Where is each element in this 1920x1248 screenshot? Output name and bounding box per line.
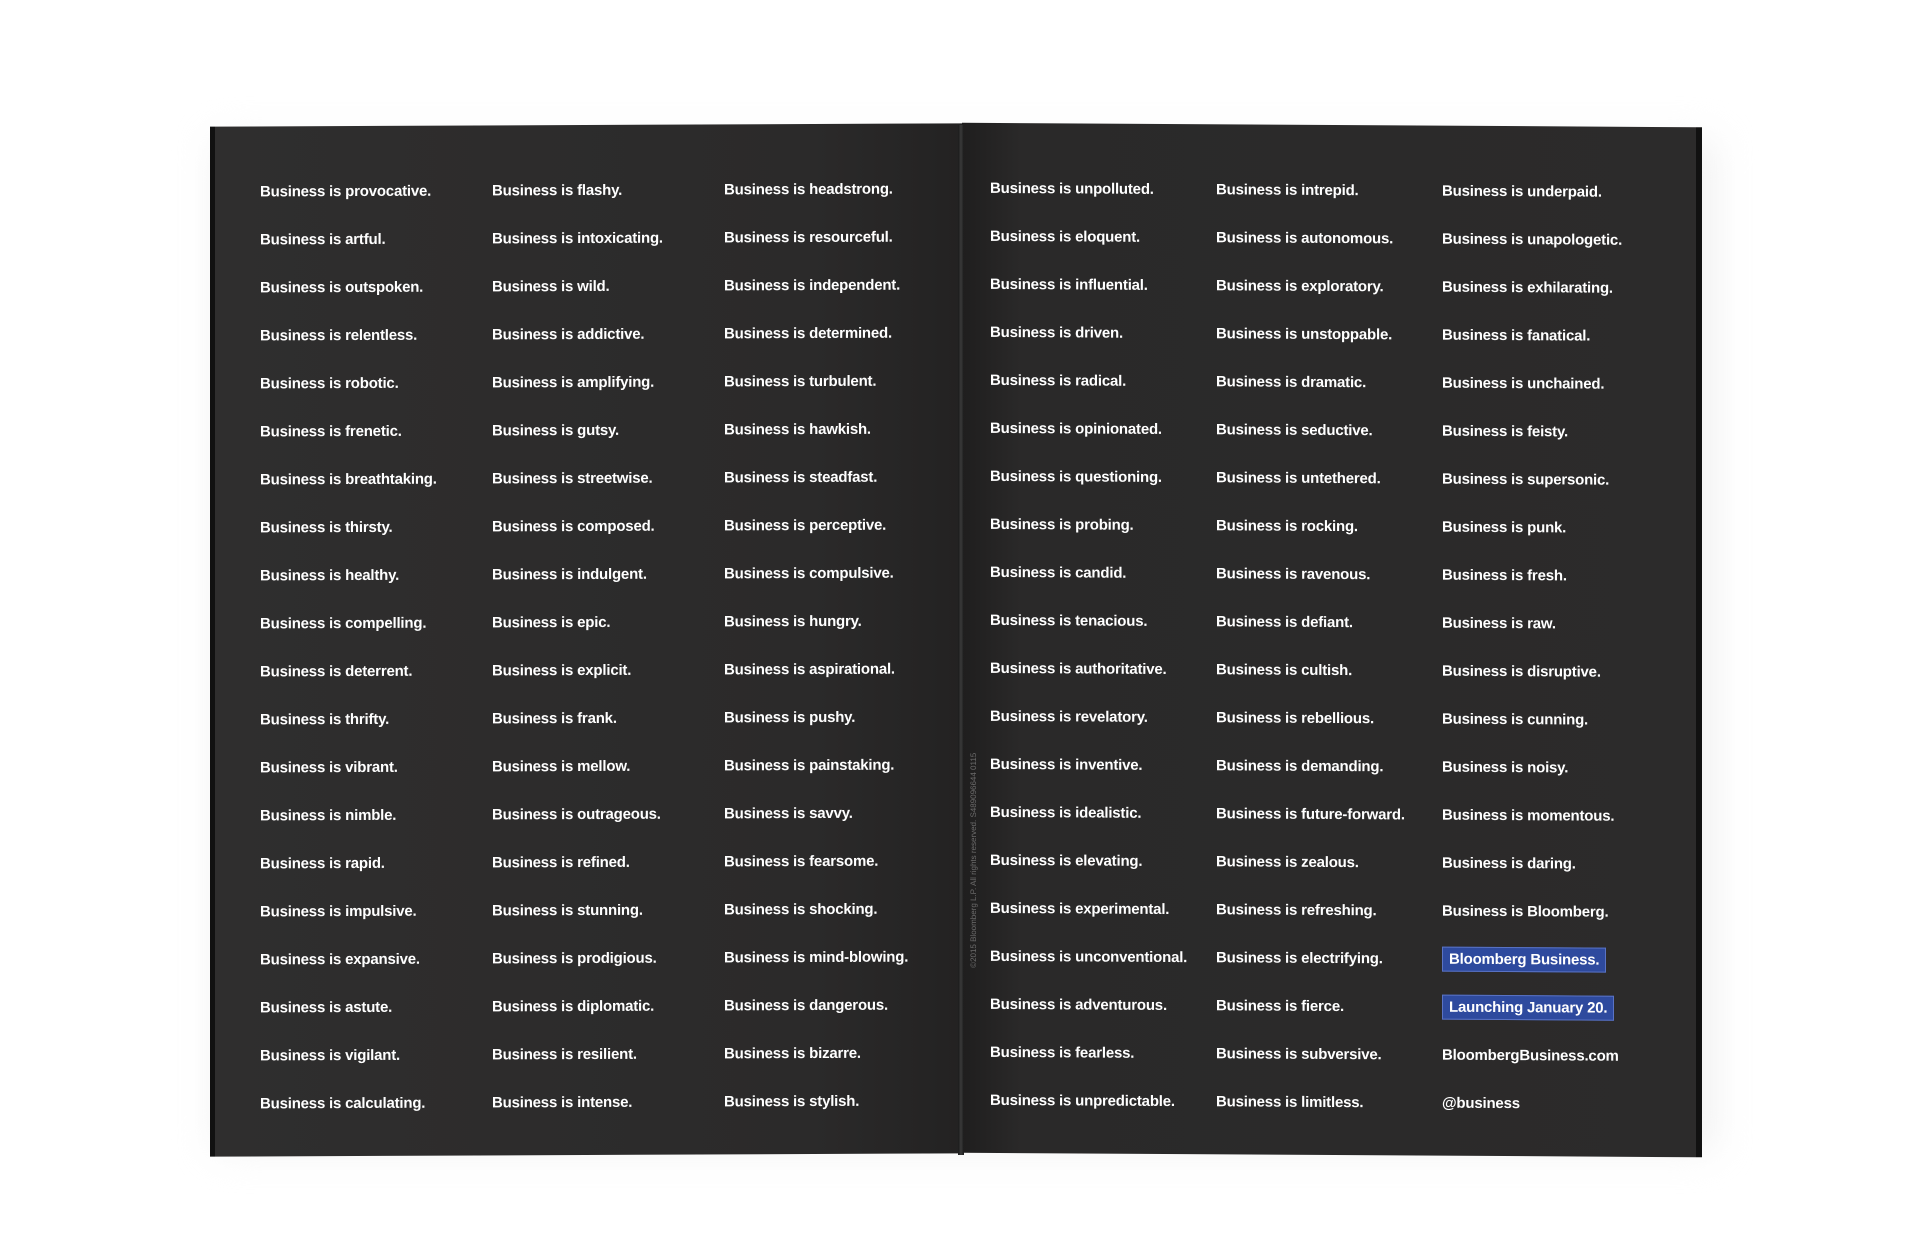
right-page-phrase: Business is refreshing. (1216, 901, 1377, 920)
right-page-phrase: Business is candid. (990, 563, 1127, 582)
left-page-phrase: Business is independent. (724, 276, 901, 295)
right-page-phrase: Business is intrepid. (1216, 181, 1359, 200)
right-page-phrase: Business is unchained. (1442, 374, 1605, 393)
right-page-phrase: Business is influential. (990, 275, 1148, 294)
left-page-phrase: Business is determined. (724, 324, 892, 343)
right-page-phrase: Business is authoritative. (990, 659, 1167, 678)
right-page-phrase (1442, 984, 1668, 1033)
left-page-phrase: Business is nimble. (260, 806, 397, 825)
right-page-phrase: Business is rebellious. (1216, 709, 1374, 728)
left-page-phrase: Business is gutsy. (492, 421, 619, 440)
right-page (962, 123, 1702, 1158)
right-page-phrase: Business is unconventional. (990, 947, 1188, 967)
right-page-phrase: Business is momentous. (1442, 806, 1615, 825)
left-page-phrase: Business is vigilant. (260, 1046, 401, 1065)
right-page-phrase: Business is Bloomberg. (1442, 902, 1609, 921)
left-page-phrase: Business is mellow. (492, 757, 631, 776)
left-page-phrase: Business is refined. (492, 853, 630, 872)
right-page-phrase: Business is unpolluted. (990, 179, 1154, 198)
right-page-phrase: Business is defiant. (1216, 613, 1353, 632)
left-page-phrase: Business is shocking. (724, 900, 878, 919)
left-page-phrase: Business is outspoken. (260, 278, 424, 297)
right-page-phrase: Business is unpredictable. (990, 1091, 1175, 1111)
right-page-phrase: Business is tenacious. (990, 611, 1148, 630)
right-page-phrase: Business is electrifying. (1216, 949, 1383, 968)
right-page-phrase: Business is probing. (990, 515, 1134, 534)
highlighted-phrase: Bloomberg Business. (1442, 947, 1606, 973)
right-page-phrase: Business is idealistic. (990, 803, 1142, 822)
right-page-phrase: Business is punk. (1442, 518, 1567, 537)
left-page-phrase: Business is turbulent. (724, 372, 877, 391)
copyright-notice: ©2015 Bloomberg L.P. All rights reserved. S489096644 0115 (969, 752, 978, 968)
right-page-phrase: Business is underpaid. (1442, 182, 1602, 201)
left-page-phrase: Business is hawkish. (724, 420, 871, 439)
left-page-phrase: Business is bizarre. (724, 1044, 861, 1063)
right-page-phrase: Business is dramatic. (1216, 373, 1367, 392)
left-page-phrase: Business is composed. (492, 517, 655, 536)
right-page-phrase: Business is exhilarating. (1442, 278, 1613, 297)
left-page-phrase: Business is compulsive. (724, 564, 894, 583)
right-page-phrase: Business is radical. (990, 371, 1127, 390)
right-page-phrase: Business is zealous. (1216, 853, 1359, 872)
left-page-phrase: Business is mind-blowing. (724, 948, 909, 967)
right-page-phrase: Business is rocking. (1216, 517, 1358, 536)
left-page-phrase: Business is streetwise. (492, 469, 653, 488)
left-page-phrase: Business is resilient. (492, 1045, 637, 1064)
left-page-phrase: Business is relentless. (260, 326, 418, 345)
right-page-phrase: Business is cultish. (1216, 661, 1353, 680)
left-page-phrase: Business is perceptive. (724, 516, 887, 535)
right-page-phrase: Business is elevating. (990, 851, 1143, 870)
right-page-phrase: Business is ravenous. (1216, 565, 1371, 584)
left-page-phrase: Business is provocative. (260, 182, 432, 201)
left-page-phrase: Business is deterrent. (260, 662, 413, 681)
left-page-phrase: Business is pushy. (724, 708, 856, 727)
left-page-phrase: Business is amplifying. (492, 373, 655, 392)
left-page-phrase: Business is fearsome. (724, 852, 879, 871)
right-page-phrase: Business is seductive. (1216, 421, 1373, 440)
right-page-phrase: BloombergBusiness.com (1442, 1046, 1619, 1065)
left-page-phrase: Business is dangerous. (724, 996, 888, 1015)
right-page-phrase: Business is fanatical. (1442, 326, 1591, 345)
right-page-phrase: Business is opinionated. (990, 419, 1162, 438)
left-page-phrase: Business is outrageous. (492, 805, 661, 824)
right-page-text-grid (990, 165, 1668, 1129)
left-page-phrase: Business is painstaking. (724, 756, 895, 775)
left-page-phrase: Business is diplomatic. (492, 997, 655, 1016)
left-page-phrase: Business is flashy. (492, 181, 623, 200)
right-page-phrase: Business is daring. (1442, 854, 1576, 873)
right-page-phrase: Business is subversive. (1216, 1045, 1382, 1064)
left-page-phrase: Business is explicit. (492, 661, 632, 680)
right-page-phrase: Business is adventurous. (990, 995, 1167, 1014)
left-page-phrase: Business is resourceful. (724, 228, 893, 247)
left-page-phrase: Business is prodigious. (492, 949, 657, 968)
left-page-phrase: Business is healthy. (260, 566, 400, 585)
right-page-phrase: Business is unapologetic. (1442, 230, 1623, 249)
left-page (210, 123, 962, 1156)
left-page-phrase: Business is expansive. (260, 950, 420, 969)
right-page-phrase: Business is fearless. (990, 1043, 1135, 1062)
right-page-phrase: Business is eloquent. (990, 227, 1141, 246)
left-page-phrase: Business is savvy. (724, 804, 853, 823)
left-page-phrase: Business is breathtaking. (260, 470, 437, 489)
left-page-phrase: Business is calculating. (260, 1094, 426, 1113)
right-page-phrase: Business is experimental. (990, 899, 1170, 919)
left-page-phrase: Business is aspirational. (724, 660, 895, 679)
left-page-phrase: Business is frenetic. (260, 422, 402, 441)
left-page-phrase: Business is robotic. (260, 374, 399, 393)
left-page-phrase: Business is hungry. (724, 612, 862, 631)
right-page-phrase: Business is exploratory. (1216, 277, 1384, 296)
right-page-phrase: Business is questioning. (990, 467, 1162, 486)
left-page-phrase: Business is epic. (492, 613, 611, 632)
right-page-phrase: Business is disruptive. (1442, 662, 1601, 681)
right-page-phrase: Business is fierce. (1216, 997, 1344, 1016)
highlighted-phrase: Launching January 20. (1442, 995, 1614, 1021)
left-page-phrase: Business is addictive. (492, 325, 645, 344)
left-page-phrase: Business is vibrant. (260, 758, 398, 777)
right-page-phrase: Business is supersonic. (1442, 470, 1610, 489)
right-page-phrase: Business is demanding. (1216, 757, 1384, 776)
right-page-phrase (1442, 936, 1668, 985)
right-page-phrase: Business is future-forward. (1216, 805, 1405, 824)
left-page-phrase: Business is stunning. (492, 901, 643, 920)
left-page-phrase: Business is stylish. (724, 1092, 860, 1111)
left-page-phrase: Business is artful. (260, 230, 386, 249)
right-page-phrase: Business is limitless. (1216, 1093, 1364, 1112)
left-page-phrase: Business is wild. (492, 277, 610, 296)
right-page-phrase: Business is feisty. (1442, 422, 1568, 441)
right-page-phrase: Business is autonomous. (1216, 229, 1394, 248)
left-page-phrase: Business is thirsty. (260, 518, 393, 537)
left-page-phrase: Business is impulsive. (260, 902, 417, 921)
right-page-phrase: Business is raw. (1442, 614, 1556, 633)
left-page-phrase: Business is compelling. (260, 614, 427, 633)
left-page-phrase: Business is intoxicating. (492, 229, 663, 248)
left-page-phrase: Business is steadfast. (724, 468, 878, 487)
right-page-phrase: Business is untethered. (1216, 469, 1381, 488)
left-page-phrase: Business is indulgent. (492, 565, 647, 584)
right-page-phrase: Business is noisy. (1442, 758, 1569, 777)
open-magazine (210, 125, 1710, 1155)
right-page-phrase: Business is cunning. (1442, 710, 1589, 729)
left-page-phrase: Business is intense. (492, 1093, 633, 1112)
book-gutter (958, 125, 964, 1155)
left-page-text-grid (260, 165, 956, 1128)
right-page-phrase: Business is revelatory. (990, 707, 1148, 726)
left-page-phrase: Business is headstrong. (724, 180, 893, 199)
right-page-phrase: @business (1442, 1094, 1520, 1113)
left-page-phrase: Business is frank. (492, 709, 617, 728)
right-page-phrase: Business is fresh. (1442, 566, 1567, 585)
right-page-phrase: Business is inventive. (990, 755, 1143, 774)
right-page-phrase: Business is driven. (990, 323, 1123, 342)
right-page-phrase: Business is unstoppable. (1216, 325, 1393, 344)
left-page-phrase: Business is thrifty. (260, 710, 390, 729)
left-page-phrase: Business is rapid. (260, 854, 385, 873)
left-page-phrase: Business is astute. (260, 998, 393, 1017)
